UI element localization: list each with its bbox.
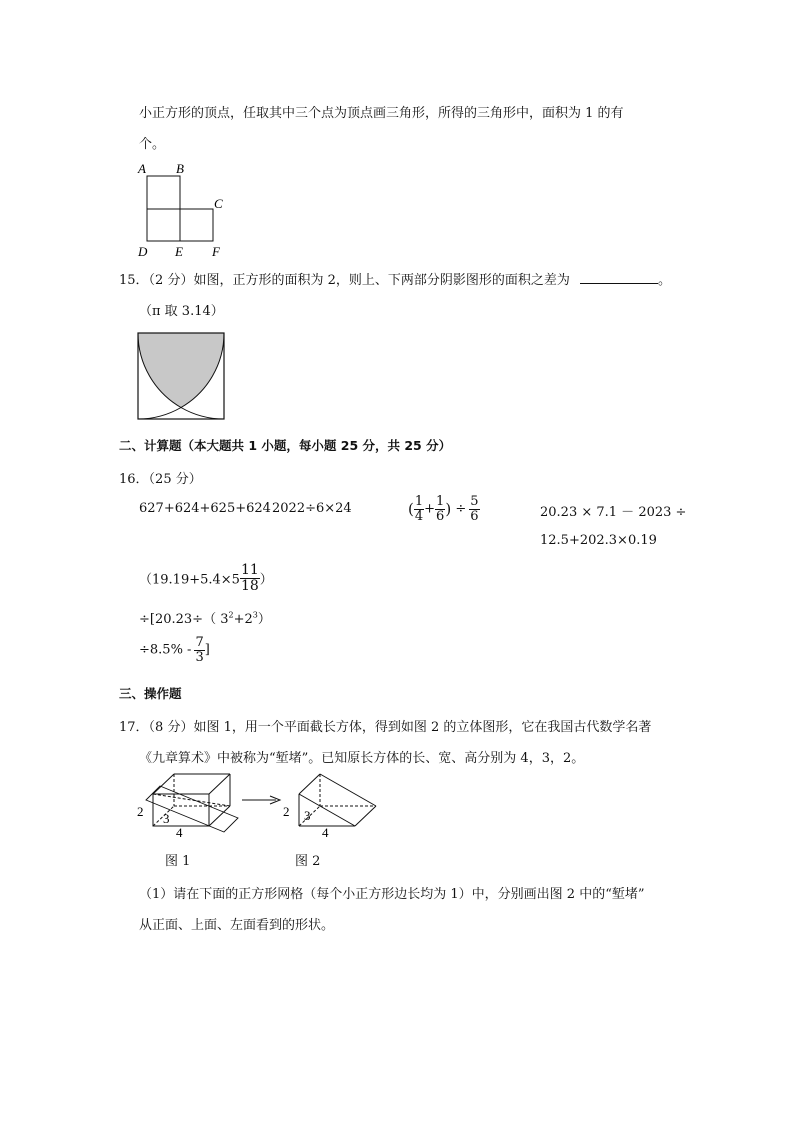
- expr5-sup1: 2: [228, 610, 234, 620]
- fig2-length-label: 4: [322, 825, 329, 840]
- q16-expr4-line2: 12.5+202.3×0.19: [540, 533, 657, 548]
- section2-heading: 二、计算题（本大题共 1 小题，每小题 25 分，共 25 分）: [119, 438, 452, 453]
- q17-line1: [119, 716, 651, 735]
- q16-score: （25 分）: [148, 472, 202, 487]
- q17-sub1-line2: 从正面、上面、左面看到的形状。: [139, 918, 335, 933]
- expr3-plus: +: [424, 501, 436, 517]
- q14-text-line2: 个。: [139, 137, 166, 152]
- expr3-open: (: [408, 500, 414, 519]
- q17-figure1-cuboid: [132, 770, 242, 840]
- section3-heading: 三、操作题: [119, 686, 182, 701]
- label-a: A: [138, 161, 146, 176]
- expr3-close: ): [445, 500, 452, 519]
- q17-text-line1: （8 分）如图 1，用一个平面截长方体，得到如图 2 的立体图形，它在我国古代数学名著: [148, 720, 652, 735]
- q15-shaded-square-figure: [137, 332, 227, 422]
- q15-number: 15．: [119, 273, 149, 288]
- expr5-line3-a: ÷8.5% -: [139, 642, 192, 658]
- q16-expr5-line1: [139, 563, 273, 593]
- q16-header: [119, 468, 202, 487]
- fig1-width-label: 3: [163, 811, 170, 826]
- frac-den: 4: [414, 508, 424, 524]
- label-f: F: [212, 244, 220, 259]
- q17-sub1-line1: （1）请在下面的正方形网格（每个小正方形边长均为 1）中，分别画出图 2 中的“堑堵”: [139, 887, 645, 902]
- q17-line2: 《九章算术》中被称为“堑堵”。已知原长方体的长、宽、高分别为 4，3，2。: [139, 751, 585, 766]
- q14-text-line1: 小正方形的顶点，任取其中三个点为顶点画三角形，所得的三角形中，面积为 1 的有: [139, 106, 624, 121]
- expr5-line2-c: ）: [257, 612, 271, 627]
- q15-question: [119, 269, 671, 288]
- label-c: C: [214, 196, 223, 211]
- label-b: B: [176, 161, 184, 176]
- fig2-height-label: 2: [283, 804, 290, 819]
- expr5-line3-b: ]: [204, 642, 210, 658]
- expr5-part1: （19.19+5.4×5: [139, 572, 240, 588]
- frac-num: 7: [195, 635, 204, 650]
- q16-expr4-line1: 20.23 × 7.1 － 2023 ÷: [540, 505, 687, 520]
- label-e: E: [175, 244, 183, 259]
- expr5-part1-close: ）: [259, 572, 273, 588]
- label-d: D: [138, 244, 148, 259]
- q16-expr1: 627+624+625+624: [139, 501, 271, 516]
- expr5-line2-a: ÷[20.23÷（ 3: [139, 612, 229, 627]
- fig1-height-label: 2: [137, 804, 144, 819]
- frac-num: 1: [414, 494, 424, 509]
- q16-expr5-line2: [139, 608, 271, 627]
- q16-expr5-line3: [139, 636, 210, 664]
- q16-expr2: 2022÷6×24: [272, 501, 352, 516]
- q15-note: （π 取 3.14）: [139, 304, 224, 319]
- frac-den: 18: [240, 577, 259, 594]
- fig1-length-label: 4: [176, 825, 183, 840]
- q16-number: 16．: [119, 472, 149, 487]
- fig2-width-label: 3: [304, 808, 311, 823]
- expr5-mixed-fraction: [240, 563, 260, 593]
- expr5-line2-b: +2: [233, 612, 253, 627]
- q16-expr3: [408, 495, 480, 523]
- expr3-fraction-1: [414, 495, 424, 523]
- frac-den: 3: [195, 649, 204, 665]
- q17-figure2-prism: [278, 770, 388, 840]
- expr3-fraction-3: [469, 495, 479, 523]
- frac-num: 5: [470, 494, 479, 509]
- frac-den: 6: [470, 508, 479, 524]
- q15-end: 。: [658, 273, 672, 288]
- frac-num: 1: [436, 494, 445, 509]
- q17-figure2-caption: 图 2: [295, 854, 321, 869]
- q15-text: （2 分）如图，正方形的面积为 2，则上、下两部分阴影图形的面积之差为: [148, 273, 570, 288]
- frac-den: 6: [436, 508, 445, 524]
- q17-figure1-caption: 图 1: [165, 854, 191, 869]
- q17-number: 17．: [119, 720, 149, 735]
- expr3-div: ÷: [455, 501, 467, 517]
- frac-num: 11: [240, 562, 259, 578]
- q14-square-figure: [130, 160, 240, 260]
- q15-answer-blank[interactable]: [580, 271, 658, 284]
- expr5-fraction: [194, 636, 204, 664]
- expr5-sup2: 3: [252, 610, 258, 620]
- expr3-fraction-2: [435, 495, 445, 523]
